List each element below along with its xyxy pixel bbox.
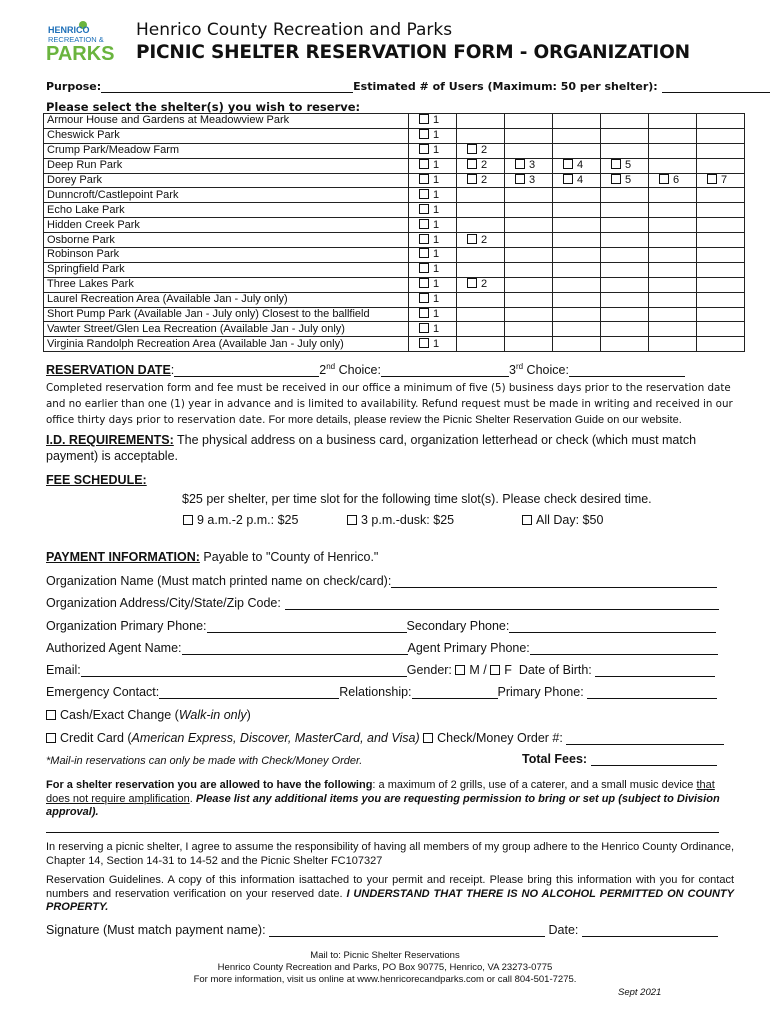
shelter-option-cell	[649, 173, 697, 188]
checkbox-icon[interactable]	[46, 710, 56, 720]
shelter-checkbox[interactable]	[611, 159, 621, 169]
shelter-number: 4	[577, 174, 584, 186]
shelter-option-cell	[649, 277, 697, 292]
shelter-option-cell	[457, 277, 505, 292]
shelter-checkbox[interactable]	[419, 144, 429, 154]
shelter-option-cell	[553, 203, 601, 218]
shelter-option-cell	[697, 337, 745, 352]
shelter-option-cell	[409, 114, 457, 129]
org-secondary-phone-field[interactable]	[509, 632, 716, 633]
credit-card-checkbox[interactable]	[46, 733, 56, 743]
shelter-option-cell	[457, 292, 505, 307]
guidelines-text: Reservation Guidelines. A copy of this information isattached to your permit and receipt. Please bring this information with you for contact numbers and reservation verification on your reserved date. I UNDERSTAND THAT THERE IS NO ALCOHOL PERMITTED ON COUNTY PROPERTY.	[46, 874, 734, 913]
shelter-checkbox[interactable]	[467, 278, 477, 288]
shelter-number: 1	[433, 174, 440, 186]
shelter-option-cell	[505, 277, 553, 292]
shelter-option-cell	[601, 292, 649, 307]
shelter-option-cell	[457, 218, 505, 233]
organization-name: Henrico County Recreation and Parks	[136, 20, 453, 40]
shelter-checkbox[interactable]	[419, 159, 429, 169]
shelter-number: 5	[625, 174, 632, 186]
shelter-option-cell	[553, 292, 601, 307]
shelter-name: Vawter Street/Glen Lea Recreation (Available Jan - July only)	[44, 322, 409, 337]
shelter-row	[44, 292, 745, 307]
shelter-checkbox[interactable]	[611, 174, 621, 184]
shelter-number: 1	[433, 159, 440, 172]
shelter-option-cell	[457, 337, 505, 352]
shelter-option-cell	[697, 322, 745, 337]
shelter-row	[44, 203, 745, 218]
purpose-row	[46, 80, 770, 93]
revision-date: Sept 2021	[618, 987, 662, 998]
shelter-option-cell	[553, 173, 601, 188]
org-name-field[interactable]	[391, 587, 717, 588]
shelter-checkbox[interactable]	[467, 174, 477, 184]
signature-field[interactable]	[269, 936, 545, 937]
shelter-name: Virginia Randolph Recreation Area (Available Jan - July only)	[44, 337, 409, 352]
fee-schedule-label: FEE SCHEDULE:	[46, 473, 147, 487]
shelter-option-cell	[601, 158, 649, 173]
shelter-option-cell	[697, 277, 745, 292]
shelter-name: Dunncroft/Castlepoint Park	[44, 188, 409, 203]
shelter-option-cell	[409, 248, 457, 263]
shelter-number: 1	[433, 248, 440, 261]
shelter-number: 3	[529, 159, 536, 172]
shelter-option-cell	[409, 337, 457, 352]
shelter-option-cell	[553, 143, 601, 158]
fee-option-afternoon[interactable]: 3 p.m.-dusk: $25	[347, 513, 454, 527]
shelter-number: 1	[433, 114, 440, 127]
reservation-date-label: RESERVATION DATE	[46, 363, 171, 378]
shelter-checkbox[interactable]	[419, 204, 429, 214]
shelter-checkbox[interactable]	[419, 323, 429, 333]
shelter-option-cell	[697, 292, 745, 307]
shelter-checkbox[interactable]	[419, 234, 429, 244]
checkbox-icon[interactable]	[522, 515, 532, 525]
shelter-option-cell	[553, 307, 601, 322]
shelter-option-cell	[505, 114, 553, 129]
gender-m-checkbox[interactable]	[455, 665, 465, 675]
shelter-name: Cheswick Park	[44, 128, 409, 143]
email-row: Email: Gender: M / F Date of Birth:	[46, 663, 715, 677]
agent-row: Authorized Agent Name: Agent Primary Phone:	[46, 641, 718, 655]
shelter-option-cell	[409, 233, 457, 248]
shelter-option-cell	[409, 307, 457, 322]
shelter-number: 5	[625, 159, 632, 172]
dob-field[interactable]	[595, 676, 715, 677]
shelter-option-cell	[649, 143, 697, 158]
shelter-option-cell	[601, 248, 649, 263]
shelter-option-cell	[409, 262, 457, 277]
shelter-row	[44, 128, 745, 143]
shelter-option-cell	[649, 203, 697, 218]
shelter-option-cell	[457, 143, 505, 158]
shelter-checkbox[interactable]	[419, 219, 429, 229]
shelter-option-cell	[601, 143, 649, 158]
shelter-option-cell	[601, 188, 649, 203]
reservation-notice: Completed reservation form and fee must be received in our office a minimum of five (5) business days prior to the reservation date and no earlier than one (1) year in advance and is limited to availability. Refund request must be made in writing and received in our office thirty days prior to reservation date. For more details, please review the Picnic Shelter Reservation Guide on our website.	[46, 382, 733, 426]
shelter-option-cell	[553, 322, 601, 337]
shelter-number: 1	[433, 218, 440, 231]
shelter-option-cell	[457, 188, 505, 203]
relationship-field[interactable]	[412, 698, 498, 699]
shelter-option-cell	[505, 128, 553, 143]
shelter-option-cell	[601, 203, 649, 218]
shelter-option-cell	[649, 188, 697, 203]
shelter-name: Three Lakes Park	[44, 277, 409, 292]
shelter-name: Dorey Park	[44, 173, 409, 188]
shelter-row	[44, 173, 745, 188]
shelter-row	[44, 337, 745, 352]
shelter-checkbox[interactable]	[419, 308, 429, 318]
shelter-name: Crump Park/Meadow Farm	[44, 143, 409, 158]
shelter-option-cell	[649, 322, 697, 337]
agent-name-field[interactable]	[182, 654, 408, 655]
org-address-field[interactable]	[285, 609, 719, 610]
shelter-row	[44, 262, 745, 277]
org-phone-row: Organization Primary Phone: Secondary Phone:	[46, 619, 716, 633]
shelter-checkbox[interactable]	[515, 174, 525, 184]
shelter-option-cell	[649, 114, 697, 129]
third-choice-field[interactable]	[569, 376, 685, 377]
shelter-option-cell	[649, 233, 697, 248]
shelter-option-cell	[553, 114, 601, 129]
shelter-row	[44, 277, 745, 292]
shelter-option-cell	[601, 307, 649, 322]
shelter-option-cell	[601, 218, 649, 233]
shelter-option-cell	[697, 114, 745, 129]
shelter-name: Robinson Park	[44, 248, 409, 263]
check-money-order-checkbox[interactable]	[423, 733, 433, 743]
fee-option-allday[interactable]: All Day: $50	[522, 513, 603, 527]
shelter-option-cell	[649, 128, 697, 143]
shelter-number: 1	[433, 278, 440, 291]
shelter-number: 1	[433, 293, 440, 306]
shelter-option-cell	[505, 307, 553, 322]
mail-address-line: Henrico County Recreation and Parks, PO Box 90775, Henrico, VA 23273-0775	[217, 962, 553, 973]
shelter-option-cell	[697, 233, 745, 248]
shelter-name: Osborne Park	[44, 233, 409, 248]
shelter-option-cell	[649, 307, 697, 322]
shelter-option-cell	[409, 277, 457, 292]
shelter-option-cell	[697, 203, 745, 218]
shelter-checkbox[interactable]	[707, 174, 717, 184]
org-name-row: Organization Name (Must match printed name on check/card):	[46, 574, 717, 588]
shelter-checkbox[interactable]	[467, 144, 477, 154]
email-field[interactable]	[81, 676, 407, 677]
shelter-option-cell	[457, 173, 505, 188]
shelter-option-cell	[457, 128, 505, 143]
shelter-option-cell	[553, 158, 601, 173]
check-number-field[interactable]	[566, 744, 724, 745]
emergency-phone-field[interactable]	[587, 698, 717, 699]
gender-f-checkbox[interactable]	[490, 665, 500, 675]
shelter-option-cell	[553, 262, 601, 277]
shelter-option-cell	[601, 128, 649, 143]
shelter-number: 2	[481, 159, 488, 172]
purpose-label: Purpose:	[46, 80, 102, 93]
shelter-checkbox[interactable]	[515, 159, 525, 169]
shelter-option-cell	[457, 114, 505, 129]
svg-text:RECREATION &: RECREATION &	[48, 35, 104, 44]
shelter-option-cell	[649, 248, 697, 263]
shelter-option-cell	[697, 248, 745, 263]
shelter-row	[44, 158, 745, 173]
shelter-option-cell	[457, 307, 505, 322]
org-address-row: Organization Address/City/State/Zip Code:	[46, 596, 719, 610]
shelter-allowance-note: For a shelter reservation you are allowed to have the following: a maximum of 2 grills, use of a caterer, and a small music device that does not require amplification. Please list any additional items you are requesting permission to bring or set up (subject to Division approval).	[46, 779, 720, 818]
shelter-checkbox[interactable]	[563, 159, 573, 169]
shelter-option-cell	[553, 233, 601, 248]
shelter-option-cell	[409, 158, 457, 173]
shelter-option-cell	[601, 262, 649, 277]
shelter-checkbox[interactable]	[467, 234, 477, 244]
shelter-checkbox[interactable]	[419, 114, 429, 124]
shelter-row	[44, 322, 745, 337]
shelter-option-cell	[553, 248, 601, 263]
shelter-number: 1	[433, 337, 440, 350]
shelter-option-cell	[649, 158, 697, 173]
shelter-option-cell	[409, 173, 457, 188]
shelter-option-cell	[409, 218, 457, 233]
shelter-option-cell	[505, 322, 553, 337]
shelter-option-cell	[409, 203, 457, 218]
svg-text:PARKS: PARKS	[46, 43, 115, 62]
agent-phone-field[interactable]	[530, 654, 718, 655]
second-choice-field[interactable]	[381, 376, 509, 377]
shelter-option-cell	[553, 128, 601, 143]
shelter-option-cell	[601, 322, 649, 337]
shelter-number: 1	[433, 144, 440, 157]
shelter-option-cell	[457, 322, 505, 337]
users-field[interactable]	[662, 92, 770, 93]
shelter-row	[44, 307, 745, 322]
shelter-row	[44, 143, 745, 158]
shelter-option-cell	[505, 143, 553, 158]
shelter-option-cell	[601, 337, 649, 352]
users-label: Estimated # of Users (Maximum: 50 per shelter):	[353, 80, 658, 93]
more-info-line: For more information, visit us online at www.henricorecandparks.com or call 804-501-7275.	[193, 974, 577, 985]
emergency-contact-field[interactable]	[159, 698, 339, 699]
signature-row: Signature (Must match payment name): Date:	[46, 923, 718, 937]
shelter-option-cell	[697, 158, 745, 173]
additional-items-field[interactable]	[46, 832, 719, 833]
emergency-row: Emergency Contact: Relationship: Primary Phone:	[46, 685, 717, 699]
shelter-checkbox[interactable]	[419, 189, 429, 199]
shelter-option-cell	[553, 277, 601, 292]
shelter-number: 1	[433, 188, 440, 201]
shelter-option-cell	[697, 218, 745, 233]
shelter-number: 2	[481, 233, 488, 246]
shelter-number: 1	[433, 233, 440, 246]
checkbox-icon[interactable]	[347, 515, 357, 525]
shelter-checkbox[interactable]	[419, 248, 429, 258]
shelter-option-cell	[409, 143, 457, 158]
shelter-option-cell	[697, 188, 745, 203]
shelter-number: 4	[577, 159, 584, 172]
mail-to-line: Mail to: Picnic Shelter Reservations	[310, 950, 460, 961]
shelter-option-cell	[553, 337, 601, 352]
shelter-number: 2	[481, 278, 488, 291]
shelter-option-cell	[601, 277, 649, 292]
shelter-option-cell	[409, 292, 457, 307]
fee-schedule-text: $25 per shelter, per time slot for the following time slot(s). Please check desired time.	[182, 492, 652, 506]
reservation-date-row: RESERVATION DATE: 2nd Choice: 3rd Choice:	[46, 362, 685, 377]
shelter-option-cell	[409, 322, 457, 337]
shelter-option-cell	[697, 307, 745, 322]
shelter-option-cell	[457, 203, 505, 218]
shelter-checkbox[interactable]	[419, 129, 429, 139]
shelter-option-cell	[457, 158, 505, 173]
credit-check-row: Credit Card (American Express, Discover, MasterCard, and Visa) Check/Money Order #:	[46, 731, 724, 745]
shelter-checkbox[interactable]	[419, 174, 429, 184]
shelter-checkbox[interactable]	[563, 174, 573, 184]
shelter-name: Deep Run Park	[44, 158, 409, 173]
henrico-parks-logo	[46, 20, 126, 62]
shelter-number: 1	[433, 129, 440, 142]
shelter-option-cell	[649, 292, 697, 307]
shelter-row	[44, 188, 745, 203]
shelter-option-cell	[457, 233, 505, 248]
cash-option[interactable]: Cash/Exact Change (Walk-in only)	[46, 708, 251, 722]
shelter-option-cell	[649, 262, 697, 277]
shelter-option-cell	[505, 233, 553, 248]
id-requirements: I.D. REQUIREMENTS: The physical address on a business card, organization letterhead or check (which must match payment) is acceptable.	[46, 433, 697, 463]
shelter-name: Armour House and Gardens at Meadowview Park	[44, 114, 409, 129]
shelter-name: Hidden Creek Park	[44, 218, 409, 233]
shelter-checkbox[interactable]	[659, 174, 669, 184]
shelter-option-cell	[457, 248, 505, 263]
shelter-option-cell	[697, 262, 745, 277]
shelter-checkbox[interactable]	[419, 338, 429, 348]
total-fees-row: Total Fees:	[522, 752, 717, 766]
shelter-option-cell	[697, 128, 745, 143]
shelter-row	[44, 233, 745, 248]
shelter-number: 2	[481, 174, 488, 186]
reservation-date-field[interactable]	[174, 376, 319, 377]
shelter-checkbox[interactable]	[467, 159, 477, 169]
shelter-option-cell	[505, 173, 553, 188]
purpose-field[interactable]	[101, 92, 353, 93]
signature-date-field[interactable]	[582, 936, 718, 937]
shelter-option-cell	[601, 173, 649, 188]
shelter-checkbox[interactable]	[419, 293, 429, 303]
shelter-option-cell	[697, 173, 745, 188]
shelter-option-cell	[505, 248, 553, 263]
shelter-number: 2	[481, 144, 488, 157]
svg-text:HENRICO: HENRICO	[48, 25, 90, 35]
shelter-option-cell	[505, 337, 553, 352]
mail-in-note: *Mail-in reservations can only be made with Check/Money Order.	[46, 755, 363, 767]
shelter-number: 1	[433, 263, 440, 276]
shelter-number: 1	[433, 322, 440, 335]
shelter-checkbox[interactable]	[419, 263, 429, 273]
shelter-row	[44, 218, 745, 233]
shelter-option-cell	[601, 233, 649, 248]
shelter-select-title: Please select the shelter(s) you wish to reserve:	[46, 100, 361, 114]
payment-info: PAYMENT INFORMATION: Payable to "County of Henrico."	[46, 550, 379, 564]
shelter-number: 7	[721, 174, 728, 186]
shelter-option-cell	[553, 218, 601, 233]
shelter-number: 1	[433, 203, 440, 216]
checkbox-icon[interactable]	[183, 515, 193, 525]
shelter-name: Short Pump Park (Available Jan - July only) Closest to the ballfield	[44, 307, 409, 322]
shelter-number: 6	[673, 174, 680, 186]
shelter-option-cell	[505, 203, 553, 218]
shelter-checkbox[interactable]	[419, 278, 429, 288]
shelter-option-cell	[553, 188, 601, 203]
shelter-option-cell	[505, 262, 553, 277]
shelter-option-cell	[697, 143, 745, 158]
shelter-number: 1	[433, 308, 440, 321]
shelter-row	[44, 114, 745, 129]
shelter-option-cell	[457, 262, 505, 277]
shelter-number: 3	[529, 174, 536, 186]
shelter-option-cell	[409, 128, 457, 143]
fee-option-morning[interactable]: 9 a.m.-2 p.m.: $25	[183, 513, 298, 527]
shelter-option-cell	[649, 218, 697, 233]
shelter-option-cell	[601, 114, 649, 129]
shelter-option-cell	[505, 188, 553, 203]
shelter-option-cell	[649, 337, 697, 352]
form-title: PICNIC SHELTER RESERVATION FORM - ORGANIZATION	[136, 42, 690, 63]
shelter-name: Laurel Recreation Area (Available Jan - July only)	[44, 292, 409, 307]
org-primary-phone-field[interactable]	[207, 632, 407, 633]
shelter-row	[44, 248, 745, 263]
shelter-name: Springfield Park	[44, 262, 409, 277]
shelter-option-cell	[505, 158, 553, 173]
total-fees-field[interactable]	[591, 765, 717, 766]
shelter-option-cell	[505, 292, 553, 307]
shelter-option-cell	[505, 218, 553, 233]
shelter-name: Echo Lake Park	[44, 203, 409, 218]
shelter-table	[43, 113, 745, 352]
agreement-text: In reserving a picnic shelter, I agree to assume the responsibility of having all members of my group adhere to the Henrico County Ordinance, Chapter 14, Section 14-31 to 14-52 and the Picnic Shelter FC107327	[46, 841, 734, 867]
shelter-option-cell	[409, 188, 457, 203]
